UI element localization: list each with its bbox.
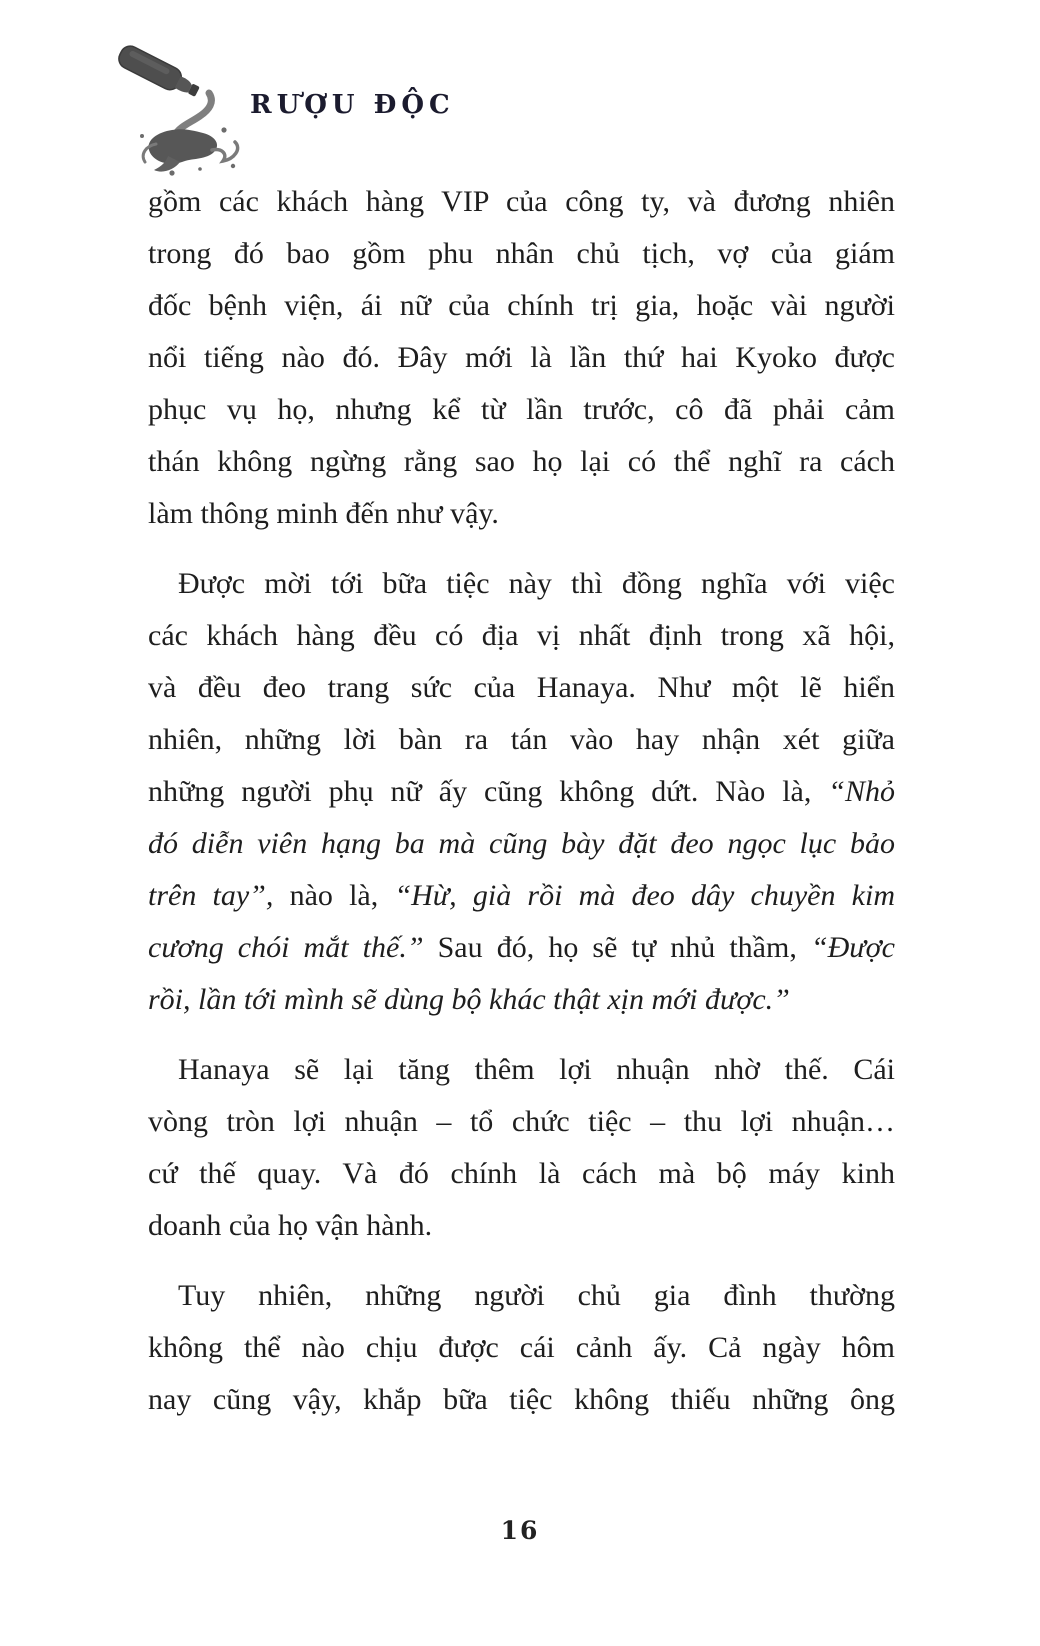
text-line [148,280,895,332]
text-line [148,1148,895,1200]
text-line [148,176,895,228]
paragraph [148,1270,895,1426]
italic-text-segment: “Hừ, già rồi mà đeo dây chuyền kim [394,879,895,912]
text-segment: những người phụ nữ ấy cũng không dứt. Nào là, [148,775,829,808]
page-header [0,0,1040,180]
text-segment: vòng tròn lợi nhuận – tổ chức tiệc – thu lợi nhuận… [148,1105,895,1138]
text-line [148,1374,895,1426]
text-segment: nào là, [273,879,395,912]
paragraph [148,176,895,540]
text-line [148,488,895,540]
text-line [148,662,895,714]
italic-text-segment: trên tay”, [148,879,274,912]
text-segment: các khách hàng đều có địa vị nhất định trong xã hội, [148,619,895,652]
text-segment: Tuy nhiên, những người chủ gia đình thường [178,1279,895,1312]
text-line [148,922,895,974]
italic-text-segment: cương chói mắt thế.” [148,931,438,964]
text-line [148,766,895,818]
text-segment: nổi tiếng nào đó. Đây mới là lần thứ hai Kyoko được [148,341,895,374]
italic-text-segment: rồi, lần tới mình sẽ dùng bộ khác thật xịn mới được.” [148,983,790,1016]
paragraph [148,558,895,1026]
text-segment: nay cũng vậy, khắp bữa tiệc không thiếu những ông [148,1383,895,1416]
italic-text-segment: “Được [810,931,895,964]
text-segment: đốc bệnh viện, ái nữ của chính trị gia, hoặc vài người [148,289,895,322]
text-line [148,1044,895,1096]
text-line [148,228,895,280]
page-number: 16 [500,1516,540,1545]
text-segment: doanh của họ vận hành. [148,1209,433,1242]
text-line [148,1096,895,1148]
text-segment: làm thông minh đến như vậy. [148,497,499,530]
text-line [148,558,895,610]
text-segment: cứ thế quay. Và đó chính là cách mà bộ máy kinh [148,1157,895,1190]
text-line [148,1200,895,1252]
ink-bottle-splash-icon [112,44,262,179]
text-line [148,1270,895,1322]
text-line [148,818,895,870]
text-segment: phục vụ họ, nhưng kể từ lần trước, cô đã phải cảm [148,393,895,426]
text-segment: không thể nào chịu được cái cảnh ấy. Cả ngày hôm [148,1331,895,1364]
text-line [148,714,895,766]
text-segment: Hanaya sẽ lại tăng thêm lợi nhuận nhờ thế. Cái [178,1053,895,1086]
book-title: RƯỢU ĐỘC [250,90,455,120]
italic-text-segment: đó diễn viên hạng ba mà cũng bày đặt đeo ngọc lục bảo [148,827,895,860]
text-line [148,436,895,488]
text-line [148,610,895,662]
text-segment: Sau đó, họ sẽ tự nhủ thầm, [437,931,811,964]
body-text [148,176,895,1444]
text-line [148,332,895,384]
text-segment: và đều đeo trang sức của Hanaya. Như một lẽ hiển [148,671,895,704]
text-line [148,974,895,1026]
text-segment: nhiên, những lời bàn ra tán vào hay nhận xét giữa [148,723,895,756]
text-line [148,384,895,436]
paragraph [148,1044,895,1252]
text-segment: Được mời tới bữa tiệc này thì đồng nghĩa với việc [178,567,895,600]
text-segment: thán không ngừng rằng sao họ lại có thể nghĩ ra cách [148,445,895,478]
text-segment: trong đó bao gồm phu nhân chủ tịch, vợ của giám [148,237,895,270]
text-line [148,1322,895,1374]
italic-text-segment: “Nhỏ [828,775,895,808]
text-line [148,870,895,922]
text-segment: gồm các khách hàng VIP của công ty, và đương nhiên [148,185,895,218]
